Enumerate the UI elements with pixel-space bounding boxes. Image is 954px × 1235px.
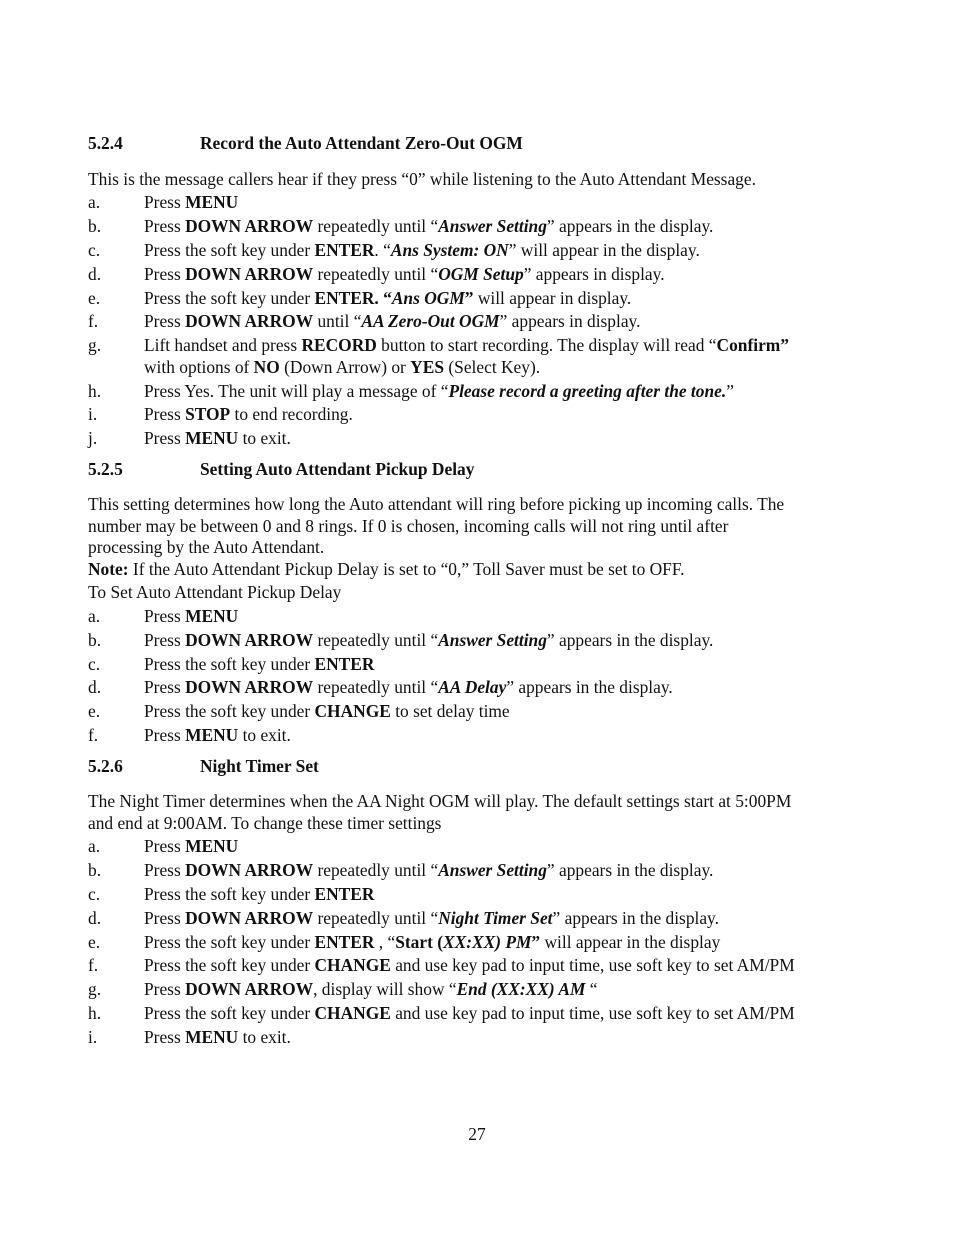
step-text: ” appears in the display. — [546, 860, 714, 880]
emphasis-text: Answer Setting — [438, 630, 547, 650]
step-text: to end recording. — [230, 404, 353, 424]
step-text: until “ — [313, 311, 362, 331]
step-text: Press the soft key under — [144, 932, 315, 952]
emphasis-text: ENTER. “ — [314, 288, 392, 308]
section-title: Night Timer Set — [200, 756, 319, 776]
list-marker: c. — [88, 654, 101, 674]
step-text: Press — [144, 606, 186, 626]
emphasis-text: DOWN ARROW — [185, 630, 314, 650]
step-text: Press — [144, 979, 186, 999]
emphasis-text: DOWN ARROW — [185, 860, 314, 880]
step-text: , display will show “ — [313, 979, 457, 999]
step-text: Press the soft key under — [144, 288, 315, 308]
list-marker: h. — [88, 381, 102, 401]
emphasis-text: DOWN ARROW — [185, 908, 314, 928]
section-title: Setting Auto Attendant Pickup Delay — [200, 459, 475, 479]
list-marker: c. — [88, 240, 101, 260]
emphasis-text: DOWN ARROW — [185, 264, 314, 284]
emphasis-text: DOWN ARROW — [185, 311, 314, 331]
section-intro-line: processing by the Auto Attendant. — [88, 537, 325, 557]
step-content — [144, 380, 856, 402]
step-text: to set delay time — [390, 701, 510, 721]
list-marker: g. — [88, 335, 102, 355]
emphasis-text: NO — [253, 357, 280, 377]
emphasis-text: MENU — [185, 725, 239, 745]
list-marker: f. — [88, 311, 99, 331]
note-text: If the Auto Attendant Pickup Delay is set to “0,” Toll Saver must be set to OFF. — [128, 559, 685, 579]
step-content — [144, 835, 856, 857]
step-text: Press the soft key under — [144, 955, 315, 975]
list-marker: d. — [88, 908, 102, 928]
step-text: Press — [144, 311, 186, 331]
emphasis-text: CHANGE — [314, 701, 391, 721]
emphasis-text: Confirm” — [716, 335, 789, 355]
step-text: Press Yes. The unit will play a message of “ — [144, 381, 449, 401]
step-text: and use key pad to input time, use soft key to set AM/PM — [390, 1003, 795, 1023]
step-text: ” appears in the display. — [546, 630, 714, 650]
list-marker: b. — [88, 860, 102, 880]
step-text: Press — [144, 908, 186, 928]
emphasis-text: CHANGE — [314, 955, 391, 975]
step-text: ” appears in display. — [523, 264, 665, 284]
step-text: ” appears in the display. — [506, 677, 673, 697]
step-content — [144, 287, 856, 309]
step-content — [144, 239, 856, 261]
step-text: Press — [144, 860, 186, 880]
list-marker: f. — [88, 955, 99, 975]
step-content — [144, 191, 856, 213]
step-text: Press the soft key under — [144, 654, 315, 674]
note-label: Note: — [88, 559, 129, 579]
step-text: (Select Key). — [444, 357, 541, 377]
step-content — [144, 215, 856, 237]
list-marker: g. — [88, 979, 102, 999]
step-text: ” — [726, 381, 734, 401]
list-marker: c. — [88, 884, 101, 904]
section-intro-line: number may be between 0 and 8 rings. If 0 is chosen, incoming calls will not ring until after — [88, 516, 729, 536]
emphasis-text: AA Delay — [438, 677, 507, 697]
list-marker: b. — [88, 216, 102, 236]
list-marker: j. — [88, 428, 98, 448]
emphasis-text: Start ( — [395, 932, 443, 952]
list-marker: i. — [88, 1027, 98, 1047]
list-marker: a. — [88, 606, 101, 626]
section-heading — [88, 133, 523, 153]
list-marker: d. — [88, 264, 102, 284]
note — [88, 558, 858, 580]
step-content — [144, 883, 856, 905]
emphasis-text: ENTER — [314, 240, 375, 260]
section-intro-line: and end at 9:00AM. To change these timer settings — [88, 813, 442, 833]
list-marker: a. — [88, 192, 101, 212]
emphasis-text: Ans System: ON — [390, 240, 509, 260]
emphasis-text: AA Zero-Out OGM — [361, 311, 500, 331]
step-text: Press — [144, 404, 186, 424]
step-content — [144, 859, 856, 881]
list-marker: a. — [88, 836, 101, 856]
step-text: to exit. — [238, 1027, 291, 1047]
step-content — [144, 724, 856, 746]
step-text: repeatedly until “ — [313, 264, 439, 284]
emphasis-text: STOP — [185, 404, 231, 424]
emphasis-text: MENU — [185, 428, 239, 448]
sub-intro: To Set Auto Attendant Pickup Delay — [88, 582, 342, 602]
step-text: with options of — [144, 357, 254, 377]
step-content — [144, 605, 856, 627]
emphasis-text: ENTER — [314, 654, 375, 674]
emphasis-text: MENU — [185, 836, 239, 856]
step-content — [144, 954, 856, 976]
step-text: Press — [144, 630, 186, 650]
emphasis-text: End (XX:XX) AM — [456, 979, 586, 999]
list-marker: h. — [88, 1003, 102, 1023]
emphasis-text: DOWN ARROW — [185, 677, 314, 697]
step-content — [144, 1026, 856, 1048]
step-content — [144, 263, 856, 285]
step-text: ” will appear in the display. — [508, 240, 700, 260]
step-text: Press — [144, 725, 186, 745]
step-text: ” appears in the display. — [552, 908, 719, 928]
step-content — [144, 310, 856, 332]
step-text: will appear in the display — [540, 932, 721, 952]
list-marker: f. — [88, 725, 99, 745]
step-text: Press the soft key under — [144, 1003, 315, 1023]
step-text: repeatedly until “ — [313, 860, 439, 880]
step-content — [144, 403, 856, 425]
emphasis-text: MENU — [185, 192, 239, 212]
page-number: 27 — [468, 1124, 486, 1144]
step-text: (Down Arrow) or — [279, 357, 411, 377]
section-heading — [88, 756, 319, 776]
emphasis-text: Answer Setting — [438, 860, 547, 880]
list-marker: b. — [88, 630, 102, 650]
emphasis-text: Night Timer Set — [438, 908, 553, 928]
step-text: repeatedly until “ — [313, 216, 439, 236]
step-content — [144, 978, 856, 1000]
step-text: will appear in display. — [473, 288, 632, 308]
emphasis-text: ” — [464, 288, 474, 308]
step-text: Press — [144, 428, 186, 448]
step-text: , “ — [374, 932, 396, 952]
section-heading — [88, 459, 474, 479]
step-text: to exit. — [238, 725, 291, 745]
step-text: Press — [144, 264, 186, 284]
list-marker: e. — [88, 701, 101, 721]
section-intro-line: The Night Timer determines when the AA Night OGM will play. The default settings start at 5:00PM — [88, 791, 792, 811]
step-text: . “ — [374, 240, 391, 260]
step-content — [144, 334, 856, 356]
emphasis-text: YES — [410, 357, 445, 377]
emphasis-text: ” — [531, 932, 541, 952]
step-content — [144, 676, 856, 698]
step-text: repeatedly until “ — [313, 908, 439, 928]
emphasis-text: Answer Setting — [438, 216, 547, 236]
emphasis-text: XX:XX) PM — [443, 932, 532, 952]
step-text: repeatedly until “ — [313, 630, 439, 650]
emphasis-text: Please record a greeting after the tone. — [448, 381, 727, 401]
step-content — [144, 427, 856, 449]
section-intro: This is the message callers hear if they press “0” while listening to the Auto Attendant Message. — [88, 169, 756, 189]
section-title: Record the Auto Attendant Zero-Out OGM — [200, 133, 523, 153]
emphasis-text: OGM Setup — [438, 264, 524, 284]
step-content — [144, 1002, 856, 1024]
emphasis-text: ENTER — [314, 932, 375, 952]
step-text: Press — [144, 216, 186, 236]
emphasis-text: MENU — [185, 606, 239, 626]
step-text: Press — [144, 192, 186, 212]
step-text: to exit. — [238, 428, 291, 448]
step-content — [144, 629, 856, 651]
step-text: “ — [585, 979, 598, 999]
step-text: Press the soft key under — [144, 884, 315, 904]
step-text: Press — [144, 836, 186, 856]
step-content — [144, 653, 856, 675]
emphasis-text: CHANGE — [314, 1003, 391, 1023]
list-marker: i. — [88, 404, 98, 424]
list-marker: d. — [88, 677, 102, 697]
emphasis-text: MENU — [185, 1027, 239, 1047]
step-text: repeatedly until “ — [313, 677, 439, 697]
step-content — [144, 356, 856, 378]
step-text: Press the soft key under — [144, 240, 315, 260]
emphasis-text: DOWN ARROW — [185, 979, 314, 999]
section-number: 5.2.5 — [88, 459, 123, 479]
emphasis-text: DOWN ARROW — [185, 216, 314, 236]
step-content — [144, 931, 856, 953]
step-text: Press — [144, 677, 186, 697]
step-text: button to start recording. The display will read “ — [376, 335, 717, 355]
section-number: 5.2.4 — [88, 133, 123, 153]
step-content — [144, 700, 856, 722]
step-text: Press — [144, 1027, 186, 1047]
step-text: ” appears in display. — [499, 311, 641, 331]
list-marker: e. — [88, 288, 101, 308]
section-number: 5.2.6 — [88, 756, 123, 776]
step-content — [144, 907, 856, 929]
step-text: Press the soft key under — [144, 701, 315, 721]
emphasis-text: Ans OGM — [391, 288, 465, 308]
step-text: and use key pad to input time, use soft key to set AM/PM — [390, 955, 795, 975]
step-text: ” appears in the display. — [546, 216, 714, 236]
emphasis-text: ENTER — [314, 884, 375, 904]
list-marker: e. — [88, 932, 101, 952]
step-text: Lift handset and press — [144, 335, 302, 355]
emphasis-text: RECORD — [301, 335, 377, 355]
section-intro-line: This setting determines how long the Auto attendant will ring before picking up incoming calls. The — [88, 494, 785, 514]
